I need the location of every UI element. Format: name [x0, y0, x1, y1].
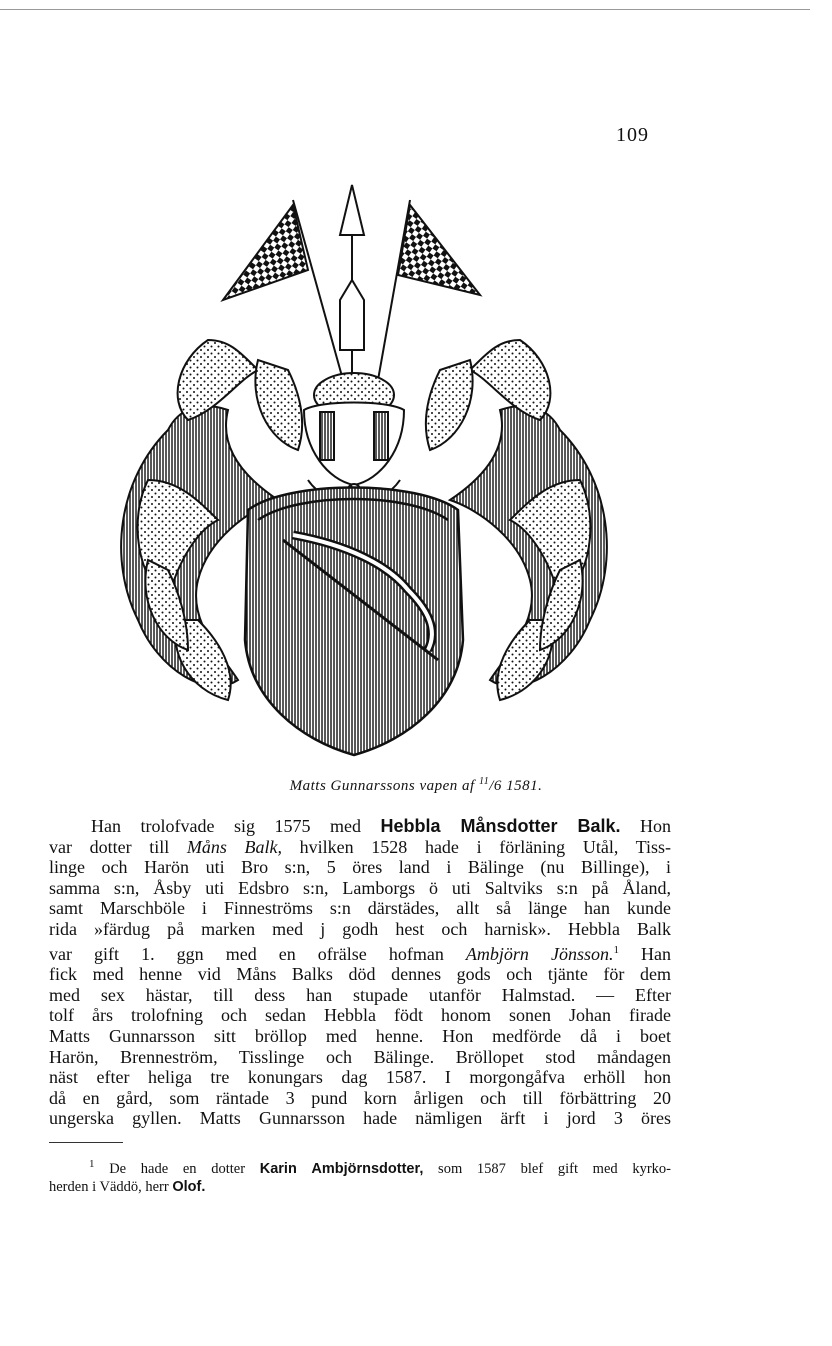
footnote-line-1: $^1$ De hade en dotter Karin Ambjörnsdotter, som 1587 blef gift med kyrko-: [89, 1158, 671, 1177]
body-line-3: linge och Harön uti Bro s:n, 5 öres land i Bälinge (nu Billinge), i: [49, 857, 671, 878]
crest-flags: [223, 185, 480, 380]
body-line-7: var gift 1. ggn med en ofrälse hofman Ambjörn Jönsson.$^1$ Han: [49, 943, 671, 964]
caption-date: /6 1581.: [489, 778, 543, 794]
body-line-15: ungerska gyllen. Matts Gunnarsson hade nämligen ärft i jord 3 öres: [49, 1108, 671, 1129]
caption-text: Matts Gunnarssons vapen af: [289, 778, 479, 794]
footnote-divider: [49, 1142, 123, 1143]
body-line-6: rida »färdug på marken med j godh hest och harnisk». Hebbla Balk: [49, 918, 671, 939]
name-karin: Karin Ambjörnsdotter,: [259, 1160, 424, 1177]
top-edge-rule: [0, 9, 810, 10]
footnote: [49, 1155, 671, 1196]
body-line-2: var dotter till Måns Balk, hvilken 1528 hade i förläning Utål, Tiss-: [49, 836, 671, 857]
body-line-8: fick med henne vid Måns Balks död dennes gods och tjänte för dem: [49, 964, 671, 985]
name-hebbla: Hebbla Månsdotter Balk.: [380, 816, 621, 836]
caption-superscript: 11: [478, 776, 490, 787]
body-line-1: Han trolofvade sig 1575 med Hebbla Månsdotter Balk. Hon: [91, 816, 671, 836]
helmet: [304, 373, 404, 503]
body-line-12: Harön, Brenneström, Tisslinge och Bälinge. Bröllopet stod måndagen: [49, 1046, 671, 1067]
body-line-11: Matts Gunnarsson sitt bröllop med henne. Hon medförde då i boet: [49, 1025, 671, 1046]
body-line-9: med sex hästar, till dess han stupade utanför Halmstad. — Efter: [49, 984, 671, 1005]
body-line-14: då en gård, som räntade 3 pund korn årligen och till förbättring 20: [49, 1087, 671, 1108]
shield: [245, 488, 463, 756]
name-ambjorn: Ambjörn Jönsson.: [465, 943, 614, 964]
footnote-reference: 1: [613, 943, 619, 956]
footnote-marker: 1: [89, 1158, 95, 1170]
coat-of-arms-illustration: [108, 180, 620, 770]
body-line-5: samt Marschböle i Finneströms s:n därstädes, allt så länge han kunde: [49, 898, 671, 919]
figure-caption: [0, 776, 832, 795]
name-olof: Olof.: [172, 1178, 206, 1195]
body-line-10: tolf års trolofning och sedan Hebbla födt honom sonen Johan firade: [49, 1005, 671, 1026]
footnote-line-2: herden i Väddö, herr Olof.: [49, 1178, 206, 1195]
page-number: 109: [616, 124, 649, 146]
body-line-4: samma s:n, Åsby uti Edsbro s:n, Lamborgs ö uti Saltviks s:n på Åland,: [49, 877, 671, 898]
body-line-13: näst efter heliga tre konungars dag 1587. I morgongåfva erhöll hon: [49, 1067, 671, 1088]
name-mans-balk: Måns Balk,: [186, 836, 283, 857]
body-paragraph: [49, 816, 671, 1129]
